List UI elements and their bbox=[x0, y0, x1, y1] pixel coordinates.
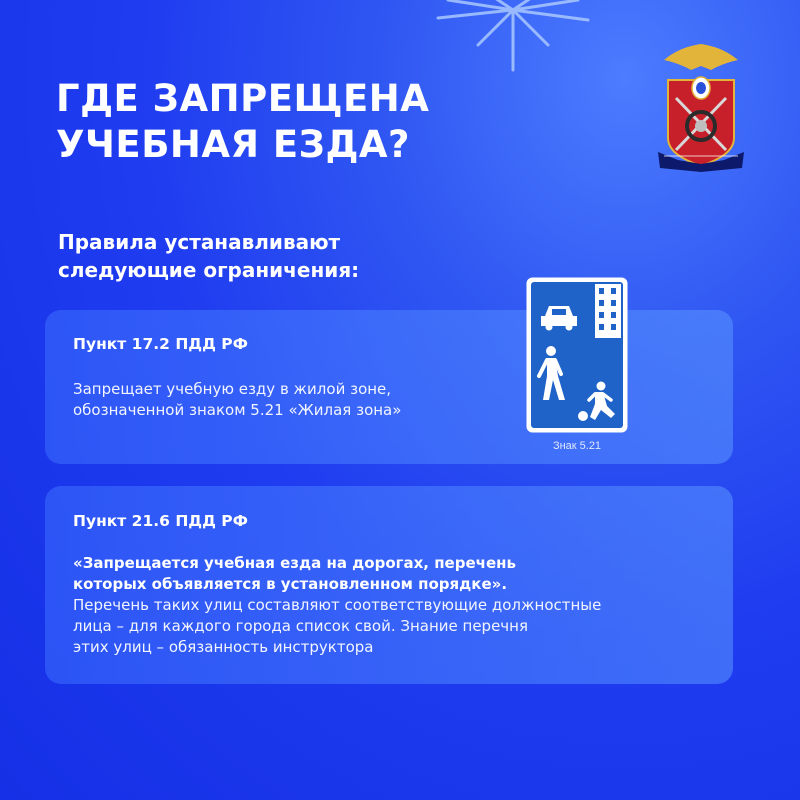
intro-line-1: Правила устанавливают bbox=[58, 230, 341, 254]
sign-caption: Знак 5.21 bbox=[552, 440, 602, 452]
card-text bbox=[73, 379, 401, 421]
card-text bbox=[73, 595, 601, 658]
card-quote bbox=[73, 553, 516, 595]
page-title bbox=[56, 76, 429, 168]
intro-text bbox=[58, 228, 359, 284]
card-text-line-1: Перечень таких улиц составляют соответствующие должностные bbox=[73, 596, 602, 614]
sparkle-burst-decoration bbox=[428, 0, 598, 80]
card-title: Пункт 21.6 ПДД РФ bbox=[73, 512, 249, 530]
card-text-line-3: этих улиц – обязанность инструктора bbox=[73, 638, 374, 656]
rule-card-17-2 bbox=[45, 310, 733, 464]
title-line-1: ГДЕ ЗАПРЕЩЕНА bbox=[56, 77, 430, 120]
card-title: Пункт 17.2 ПДД РФ bbox=[73, 335, 249, 353]
card-text-line-2: лица – для каждого города список свой. Знание перечня bbox=[73, 617, 529, 635]
quote-line-2: которых объявляется в установленном порядке». bbox=[73, 575, 508, 593]
card-text-line-1: Запрещает учебную езду в жилой зоне, bbox=[73, 380, 392, 398]
police-emblem-icon bbox=[658, 40, 744, 172]
card-text-line-2: обозначенной знаком 5.21 «Жилая зона» bbox=[73, 401, 402, 419]
quote-line-1: «Запрещается учебная езда на дорогах, перечень bbox=[73, 554, 516, 572]
residential-zone-sign-icon bbox=[525, 276, 629, 434]
intro-line-2: следующие ограничения: bbox=[58, 258, 360, 282]
title-line-2: УЧЕБНАЯ ЕЗДА? bbox=[56, 123, 410, 166]
rule-card-21-6 bbox=[45, 486, 733, 684]
